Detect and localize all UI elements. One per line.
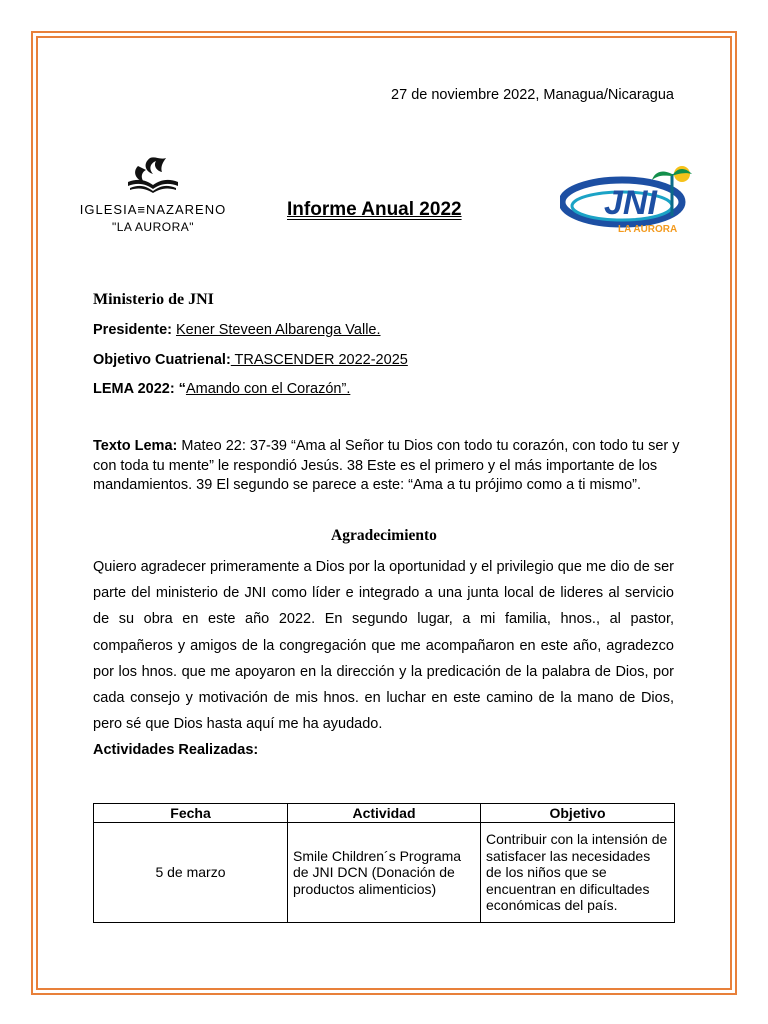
cell-objetivo: Contribuir con la intensión de satisfacer las necesidades de los niños que se encuentran en dificultades económicas del país. [481, 823, 675, 923]
lema-value: Amando con el Corazón”. [185, 381, 351, 397]
agradecimiento-heading: Agradecimiento [331, 527, 437, 544]
texto-lema [93, 437, 683, 496]
presidente-line [93, 322, 381, 338]
jni-logo [560, 160, 700, 240]
texto-lema-label: Texto Lema: [93, 438, 178, 454]
cell-fecha: 5 de marzo [94, 823, 288, 923]
date-place: 27 de noviembre 2022, Managua/Nicaragua [391, 87, 674, 103]
iglesia-subtitle: "LA AURORA" [111, 220, 195, 234]
actividades-heading: Actividades Realizadas: [93, 742, 259, 758]
jni-logo-subtext: LA AURORA [618, 224, 678, 235]
actividades-table [93, 803, 675, 923]
presidente-label: Presidente: [93, 322, 172, 338]
iglesia-nazareno-logo [58, 148, 248, 258]
agradecimiento-body: Quiero agradecer primeramente a Dios por la oportunidad y el privilegio que me dio de ser parte del ministerio de JNI como líder e integrado a una junta local de lideres al servicio de su obra en este año 2022. En segundo lugar, a mi familia, hnos., al pastor, compañeros y amigos de la congregación que me acompañaron en este año, agradezco por los hnos. que me apoyaron en la dirección y la predicación de la palabra de Dios, por cada consejo y motivación de mis hnos. en luchar en este camino de la mano de Dios, pero sé que Dios hasta aquí me ha ayudado. [93, 559, 674, 733]
lema-label: LEMA 2022: “ [93, 381, 186, 397]
objetivo-line [93, 352, 408, 368]
ministerio-heading: Ministerio de JNI [93, 291, 214, 308]
column-header-objetivo: Objetivo [481, 804, 675, 823]
texto-lema-body: Mateo 22: 37-39 “Ama al Señor tu Dios con todo tu corazón, con todo tu ser y con toda tu mente” le respondió Jesús. 38 Este es el primero y el más importante de los mandamientos. 39 El segundo se parece a este: “Ama a tu prójimo como a ti mismo”. [93, 438, 680, 493]
flame-book-icon [120, 152, 186, 200]
lema-line [93, 381, 350, 397]
objetivo-label: Objetivo Cuatrienal: [93, 352, 231, 368]
jni-logo-text: JNI [604, 184, 657, 222]
table-header-row [94, 804, 675, 823]
objetivo-value: TRASCENDER 2022-2025 [230, 352, 408, 368]
iglesia-name: IGLESIA≡NAZARENO [79, 202, 227, 217]
cell-actividad: Smile Children´s Programa de JNI DCN (Donación de productos alimenticios) [288, 823, 481, 923]
column-header-fecha: Fecha [94, 804, 288, 823]
document-title: Informe Anual 2022 [287, 199, 462, 220]
presidente-value: Kener Steveen Albarenga Valle. [176, 322, 381, 338]
table-row [94, 823, 675, 923]
column-header-actividad: Actividad [288, 804, 481, 823]
